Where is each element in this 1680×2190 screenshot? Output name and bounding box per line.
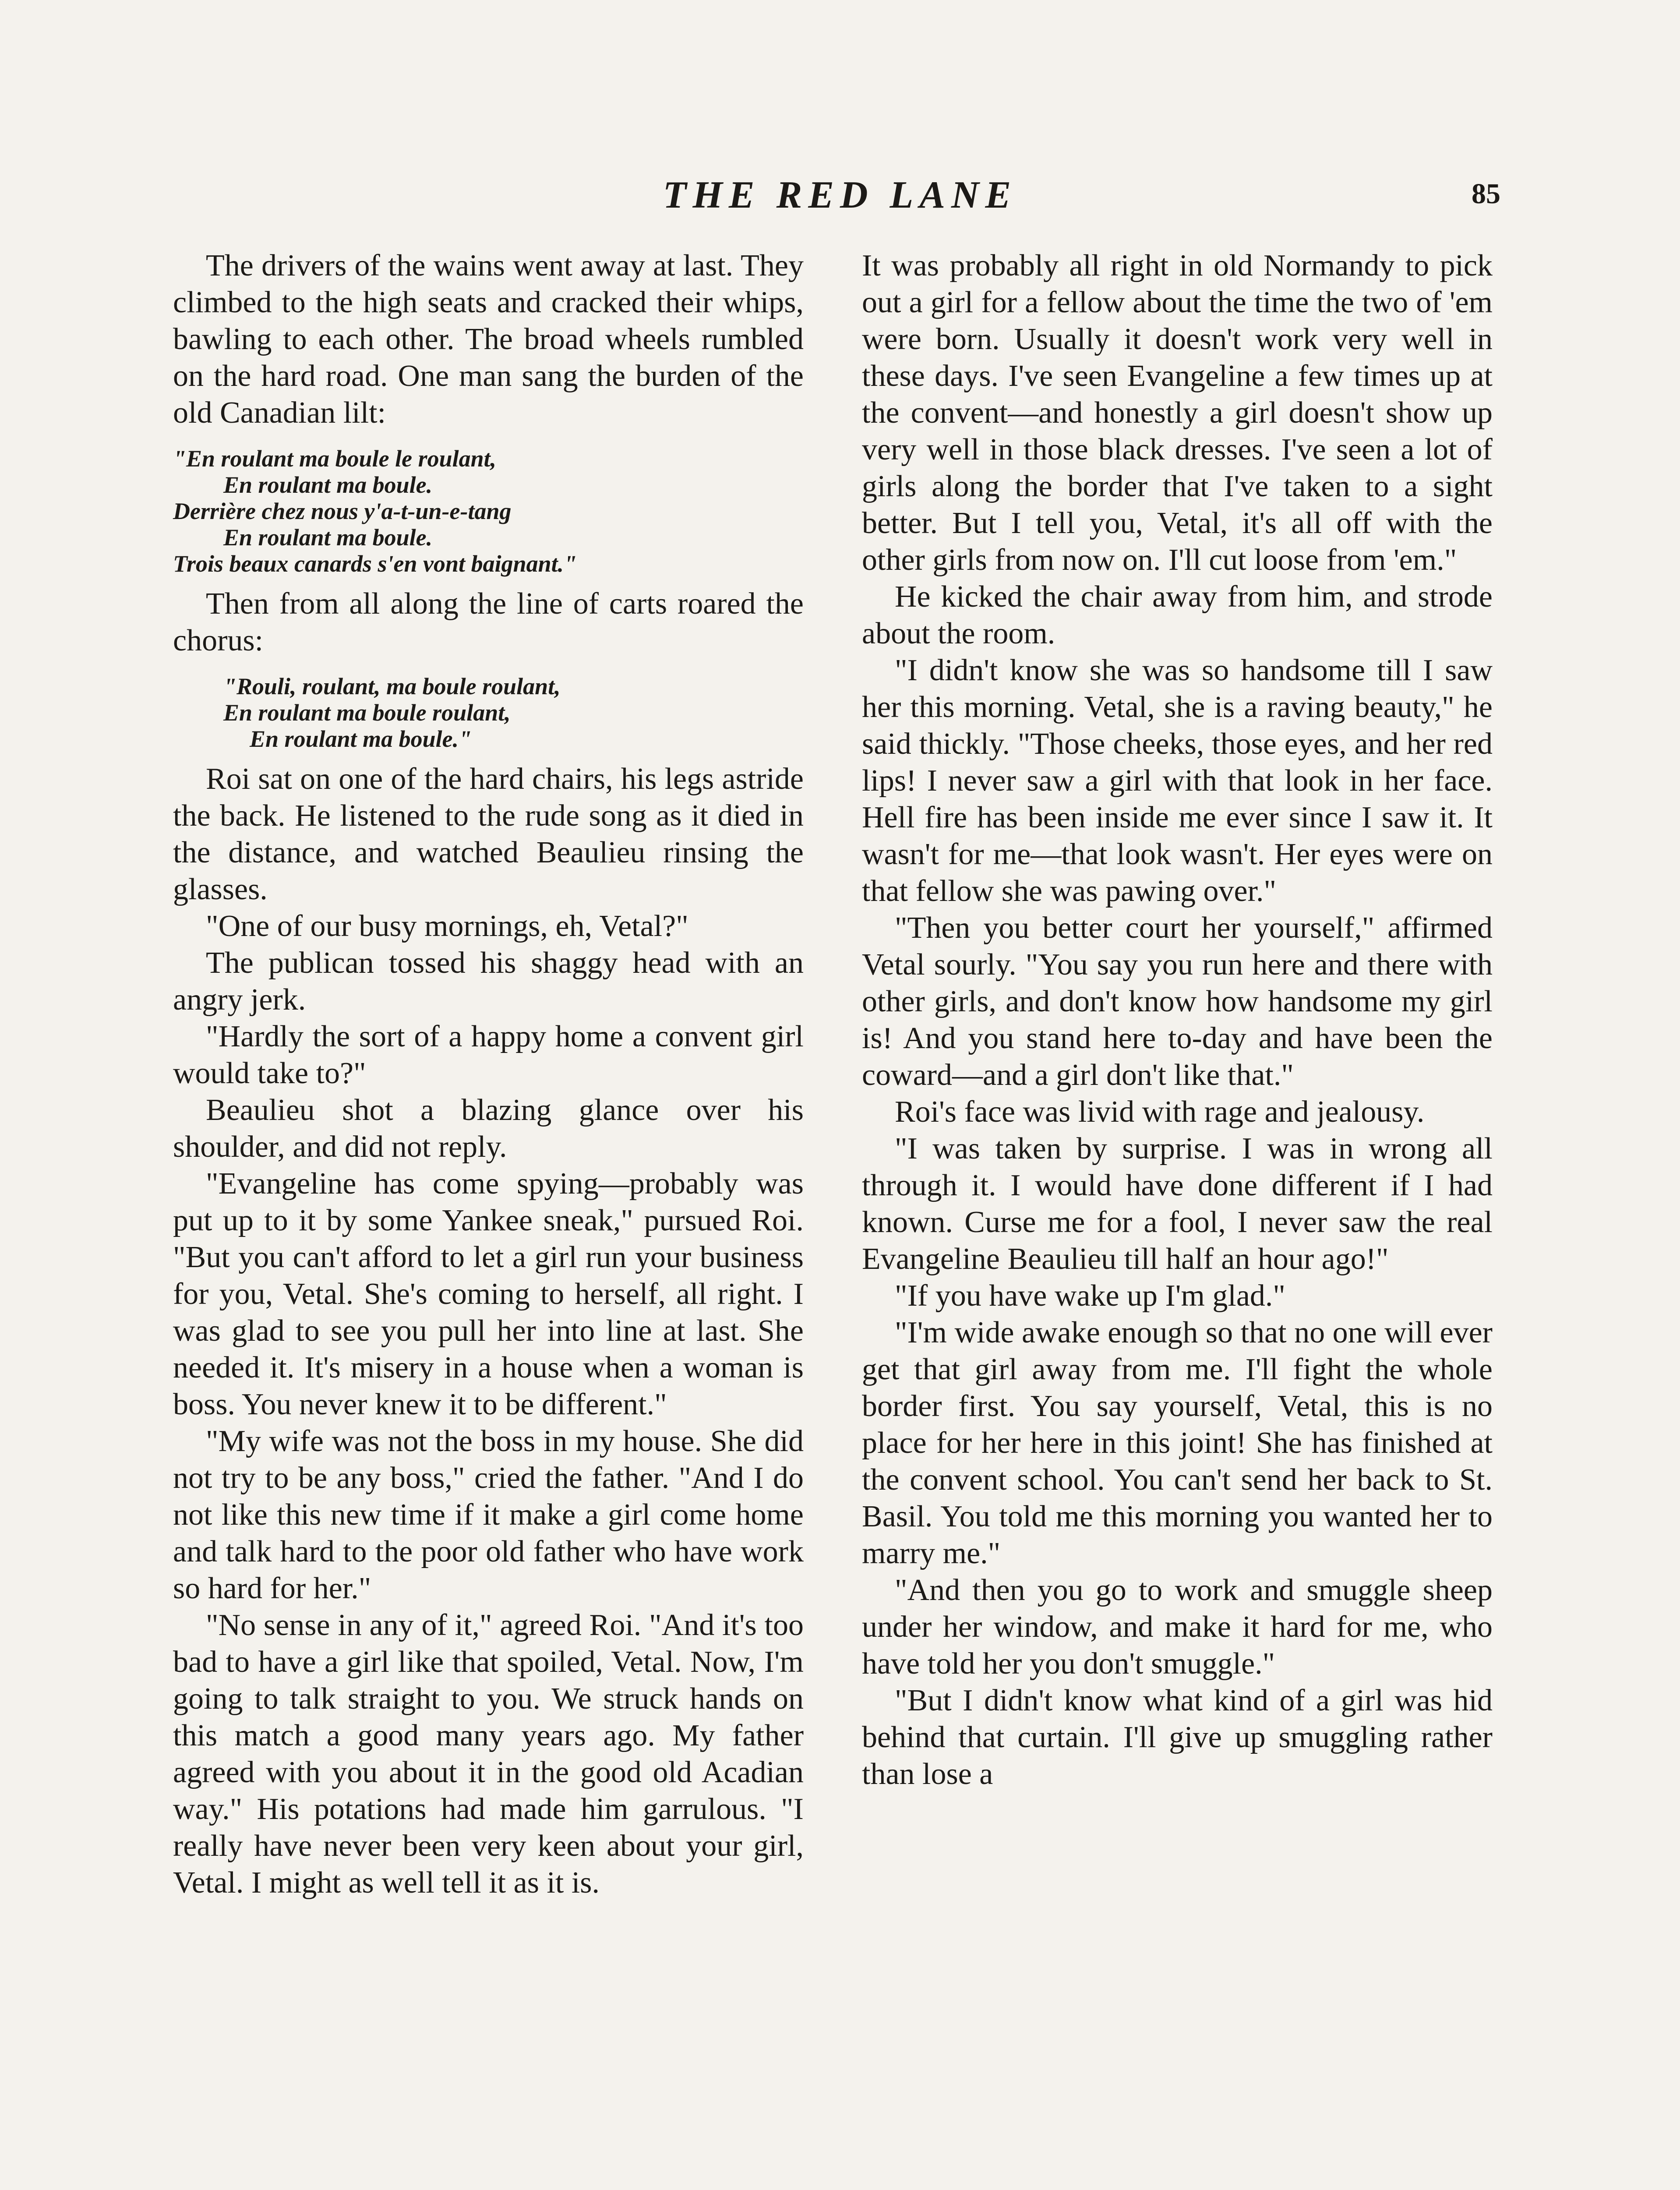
paragraph: "Hardly the sort of a happy home a convent girl would take to?" [173, 1020, 804, 1090]
paragraph: The publican tossed his shaggy head with an angry jerk. [173, 946, 804, 1017]
paragraph: Roi sat on one of the hard chairs, his legs astride the back. He listened to the rude song as it died in the distance, and watched Beaulieu rinsing the glasses. [173, 762, 804, 906]
song-line: En roulant ma boule. [223, 472, 433, 498]
paragraph: It was probably all right in old Normandy to pick out a girl for a fellow about the time the two of 'em were born. Usually it doesn't work very well in these days. I've seen Evangeline a few times up at the convent—and honestly a girl doesn't show up very well in those black dresses. I've seen a lot of girls along the border that I've taken to a sight better. But I tell you, Vetal, it's all off with the other girls from now on. I'll cut loose from 'em." [862, 249, 1493, 577]
paragraph: "Then you better court her yourself," affirmed Vetal sourly. "You say you run here and there with other girls, and don't know how handsome my girl is! And you stand here to-day and have been the coward—and a girl don't like that." [862, 911, 1493, 1092]
song-line: En roulant ma boule roulant, [223, 699, 511, 726]
paragraph: "I was taken by surprise. I was in wrong all through it. I would have done different if I had known. Curse me for a fool, I never saw the real Evangeline Beaulieu till half an hour ago!" [862, 1132, 1493, 1276]
paragraph: The drivers of the wains went away at last. They climbed to the high seats and cracked their whips, bawling to each other. The broad wheels rumbled on the hard road. One man sang the burden of the old Canadian lilt: [173, 249, 804, 430]
song-line: Derrière chez nous y'a-t-un-e-tang [173, 498, 512, 524]
paragraph: "But I didn't know what kind of a girl was hid behind that curtain. I'll give up smuggling rather than lose a [862, 1684, 1493, 1791]
paragraph: Beaulieu shot a blazing glance over his shoulder, and did not reply. [173, 1093, 804, 1164]
paragraph: Then from all along the line of carts roared the chorus: [173, 587, 804, 657]
paragraph: "I didn't know she was so handsome till I saw her this morning. Vetal, she is a raving beauty," he said thickly. "Those cheeks, those eyes, and her red lips! I never saw a girl with that look in her face. Hell fire has been inside me ever since I saw it. It wasn't for me—that look wasn't. Her eyes were on that fellow she was pawing over." [862, 653, 1493, 908]
song-line: "En roulant ma boule le roulant, [173, 445, 497, 472]
page-number: 85 [1472, 178, 1500, 210]
song-line: Trois beaux canards s'en vont baignant." [173, 551, 577, 577]
paragraph: "I'm wide awake enough so that no one will ever get that girl away from me. I'll fight the whole border first. You say yourself, Vetal, this is no place for her here in this joint! She has finished at the convent school. You can't send her back to St. Basil. You told me this morning you wanted her to marry me." [862, 1316, 1493, 1570]
paragraph: He kicked the chair away from him, and strode about the room. [862, 580, 1493, 650]
song-verse [173, 445, 804, 577]
running-title: THE RED LANE [663, 174, 1017, 216]
song-line: En roulant ma boule. [223, 524, 433, 551]
song-line: En roulant ma boule." [250, 726, 472, 752]
paragraph: Roi's face was livid with rage and jealousy. [895, 1095, 1425, 1129]
paragraph: "If you have wake up I'm glad." [895, 1279, 1285, 1313]
paragraph: "My wife was not the boss in my house. She did not try to be any boss," cried the father. "And I do not like this new time if it make a girl come home and talk hard to the poor old father who have work so hard for her." [173, 1424, 804, 1605]
left-column [173, 247, 804, 1901]
song-chorus [173, 673, 804, 752]
song-line: "Rouli, roulant, ma boule roulant, [223, 673, 561, 699]
paragraph: "No sense in any of it," agreed Roi. "And it's too bad to have a girl like that spoiled, Vetal. Now, I'm going to talk straight to you. We struck hands on this match a good many years ago. My father agreed with you about it in the good old Acadian way." His potations had made him garrulous. "I really have never been very keen about your girl, Vetal. I might as well tell it as it is. [173, 1608, 804, 1900]
right-column [862, 247, 1493, 1793]
paragraph: "And then you go to work and smuggle sheep under her window, and make it hard for me, who have told her you don't smuggle." [862, 1573, 1493, 1681]
paragraph: "Evangeline has come spying—probably was put up to it by some Yankee sneak," pursued Roi. "But you can't afford to let a girl run your business for you, Vetal. She's coming to herself, all right. I was glad to see you pull her into line at last. She needed it. It's misery in a house when a woman is boss. You never knew it to be different." [173, 1167, 804, 1421]
paragraph: "One of our busy mornings, eh, Vetal?" [206, 909, 688, 943]
